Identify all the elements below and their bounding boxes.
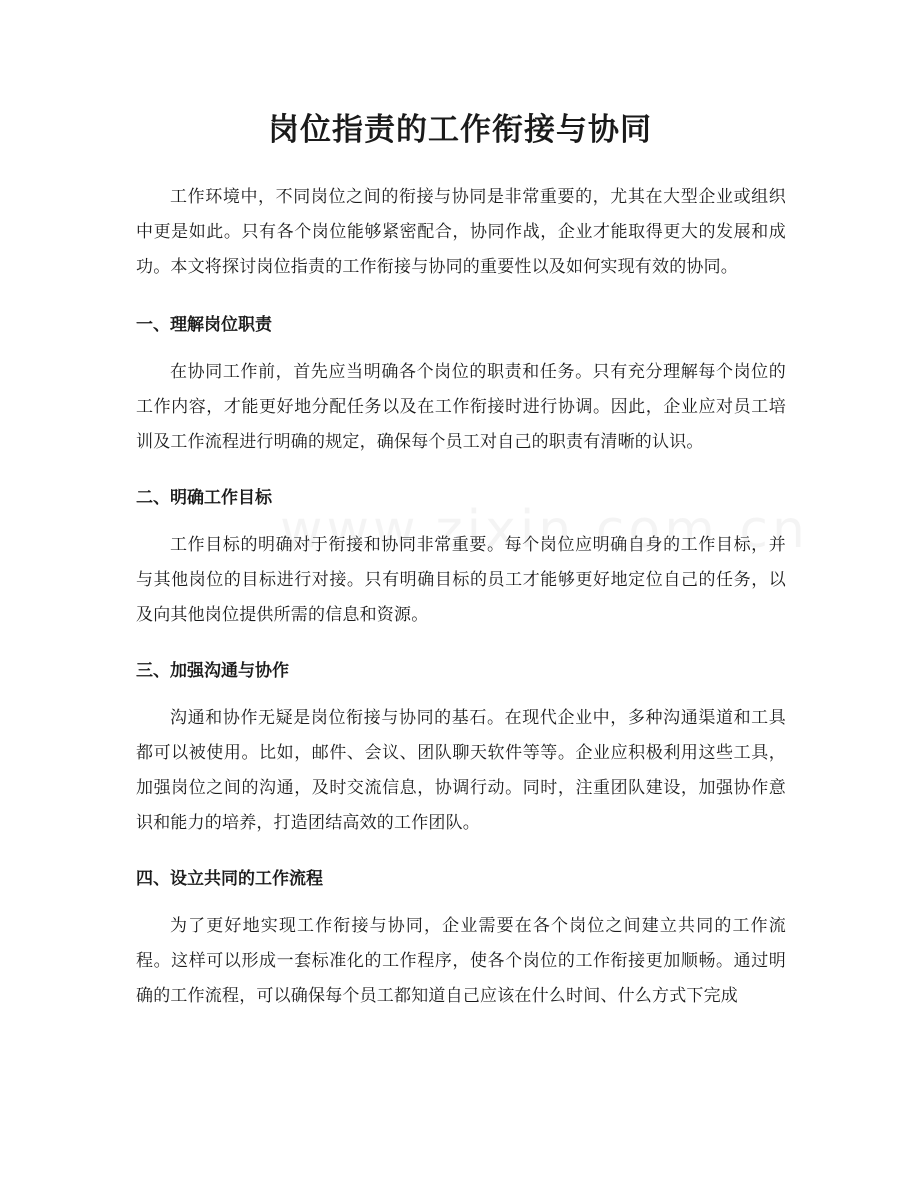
section-body-2: 工作目标的明确对于衔接和协同非常重要。每个岗位应明确自身的工作目标，并与其他岗位的目标进行对接。只有明确目标的员工才能够更好地定位自己的任务，以及向其他岗位提供所需的信息和资源。 — [136, 535, 786, 625]
section-heading-3: 三、加强沟通与协作 — [136, 661, 289, 681]
document-body — [136, 180, 786, 1014]
section-body-3: 沟通和协作无疑是岗位衔接与协同的基石。在现代企业中，多种沟通渠道和工具都可以被使用。比如，邮件、会议、团队聊天软件等等。企业应积极利用这些工具，加强岗位之间的沟通，及时交流信息，协调行动。同时，注重团队建设，加强协作意识和能力的培养，打造团结高效的工作团队。 — [136, 708, 786, 833]
section-heading-2: 二、明确工作目标 — [136, 488, 272, 508]
intro-paragraph: 工作环境中，不同岗位之间的衔接与协同是非常重要的，尤其在大型企业或组织中更是如此。只有各个岗位能够紧密配合，协同作战，企业才能取得更大的发展和成功。本文将探讨岗位指责的工作衔接与协同的重要性以及如何实现有效的协同。 — [136, 187, 786, 277]
document-title: 岗位指责的工作衔接与协同 — [268, 112, 652, 148]
section-body-4: 为了更好地实现工作衔接与协同，企业需要在各个岗位之间建立共同的工作流程。这样可以形成一套标准化的工作程序，使各个岗位的工作衔接更加顺畅。通过明确的工作流程，可以确保每个员工都知道自己应该在什么时间、什么方式下完成 — [136, 916, 786, 1006]
section-heading-4: 四、设立共同的工作流程 — [136, 869, 323, 889]
section-body-1: 在协同工作前，首先应当明确各个岗位的职责和任务。只有充分理解每个岗位的工作内容，才能更好地分配任务以及在工作衔接时进行协调。因此，企业应对员工培训及工作流程进行明确的规定，确保每个员工对自己的职责有清晰的认识。 — [136, 362, 786, 452]
section-heading-1: 一、理解岗位职责 — [136, 315, 272, 335]
